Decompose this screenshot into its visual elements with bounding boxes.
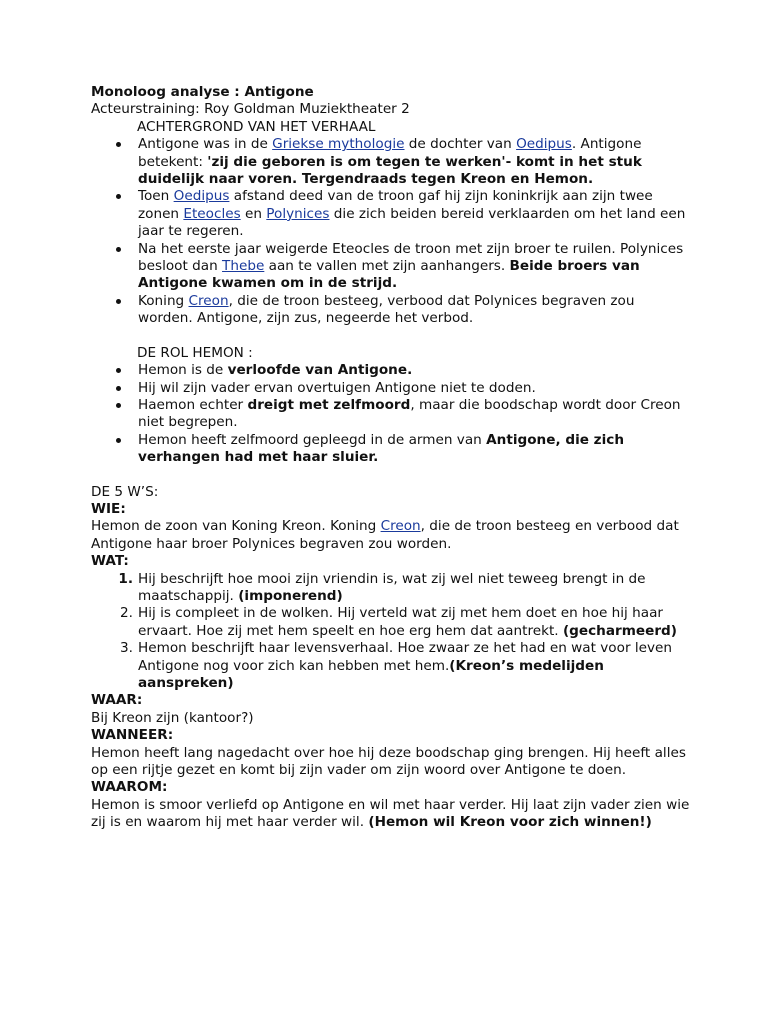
wat-list — [91, 571, 691, 693]
link-griekse-mythologie[interactable]: Griekse mythologie — [272, 136, 405, 153]
wat-label: WAT: — [91, 553, 129, 570]
waar-label: WAAR: — [91, 692, 143, 709]
wat-item: 2. Hij is compleet in de wolken. Hij verteld wat zij met hem doet en hoe hij haar ervaart. Hoe zij met hem speelt en hoe erg hem dat aantrekt. (gecharmeerd) — [91, 605, 691, 640]
link-creon[interactable]: Creon — [380, 518, 421, 535]
background-heading: ACHTERGROND VAN HET VERHAAL — [137, 118, 376, 135]
role-list — [91, 362, 691, 466]
waarom-text: Hemon is smoor verliefd op Antigone en wil met haar verder. Hij laat zijn vader zien wie zij is en waarom hij met haar verder wil. (Hemon wil Kreon voor zich winnen!) — [91, 796, 690, 831]
link-oedipus[interactable]: Oedipus — [516, 136, 572, 153]
document-body — [91, 84, 691, 832]
role-item: Haemon echter dreigt met zelfmoord, maar die boodschap wordt door Creon niet begrepen. — [91, 397, 691, 432]
spacer — [91, 328, 691, 345]
ws-heading: DE 5 W’S: — [91, 483, 159, 500]
role-item: Hij wil zijn vader ervan overtuigen Antigone niet te doden. — [91, 380, 691, 397]
link-polynices[interactable]: Polynices — [266, 205, 330, 222]
list-number: 1. — [118, 570, 133, 587]
wie-text: Hemon de zoon van Koning Kreon. Koning Creon, die de troon besteeg en verbood dat Antigone haar broer Polynices begraven zou worden. — [91, 518, 679, 552]
document-title: Monoloog analyse : Antigone — [91, 84, 314, 100]
background-item: Koning Creon, die de troon besteeg, verbood dat Polynices begraven zou worden. Antigone, zijn zus, negeerde het verbod. — [91, 293, 691, 328]
link-oedipus[interactable]: Oedipus — [173, 188, 230, 205]
link-thebe[interactable]: Thebe — [222, 258, 265, 275]
link-eteocles[interactable]: Eteocles — [183, 205, 241, 222]
wanneer-text: Hemon heeft lang nagedacht over hoe hij deze boodschap ging brengen. Hij heeft alles op een rijtje gezet en komt bij zijn vader om zijn woord over Antigone te doen. — [91, 744, 686, 779]
wie-label: WIE: — [91, 500, 126, 517]
role-item: Hemon heeft zelfmoord gepleegd in de armen van Antigone, die zich verhangen had met haar sluier. — [91, 432, 691, 467]
list-number: 3. — [120, 640, 133, 657]
background-item: Antigone was in de Griekse mythologie de dochter van Oedipus. Antigone betekent: 'zij die geboren is om tegen te werken'- komt in het stuk duidelijk naar voren. Tergendraads tegen Kreon en Hemon. — [91, 136, 691, 188]
link-creon[interactable]: Creon — [188, 292, 229, 309]
background-item: Toen Oedipus afstand deed van de troon gaf hij zijn koninkrijk aan zijn twee zonen Eteocles en Polynices die zich beiden bereid verklaarden om het land een jaar te regeren. — [91, 188, 691, 240]
wat-item: 3. Hemon beschrijft haar levensverhaal. Hoe zwaar ze het had en wat voor leven Antigone nog voor zich kan hebben met hem.(Kreon’s medelijden aanspreken) — [91, 640, 691, 692]
wanneer-label: WANNEER: — [91, 727, 174, 744]
document-subtitle: Acteurstraining: Roy Goldman Muziektheater 2 — [91, 101, 410, 118]
role-heading: DE ROL HEMON : — [137, 344, 253, 361]
waarom-label: WAAROM: — [91, 779, 168, 796]
spacer — [91, 467, 691, 484]
role-item: Hemon is de verloofde van Antigone. — [91, 362, 691, 379]
background-item: Na het eerste jaar weigerde Eteocles de troon met zijn broer te ruilen. Polynices besloot dan Thebe aan te vallen met zijn aanhangers. Beide broers van Antigone kwamen om in de strijd. — [91, 241, 691, 293]
list-number: 2. — [120, 605, 133, 622]
background-list — [91, 136, 691, 327]
waar-text: Bij Kreon zijn (kantoor?) — [91, 709, 254, 726]
wat-item: 1. Hij beschrijft hoe mooi zijn vriendin is, wat zij wel niet teweeg brengt in de maatschappij. (imponerend) — [91, 571, 691, 606]
